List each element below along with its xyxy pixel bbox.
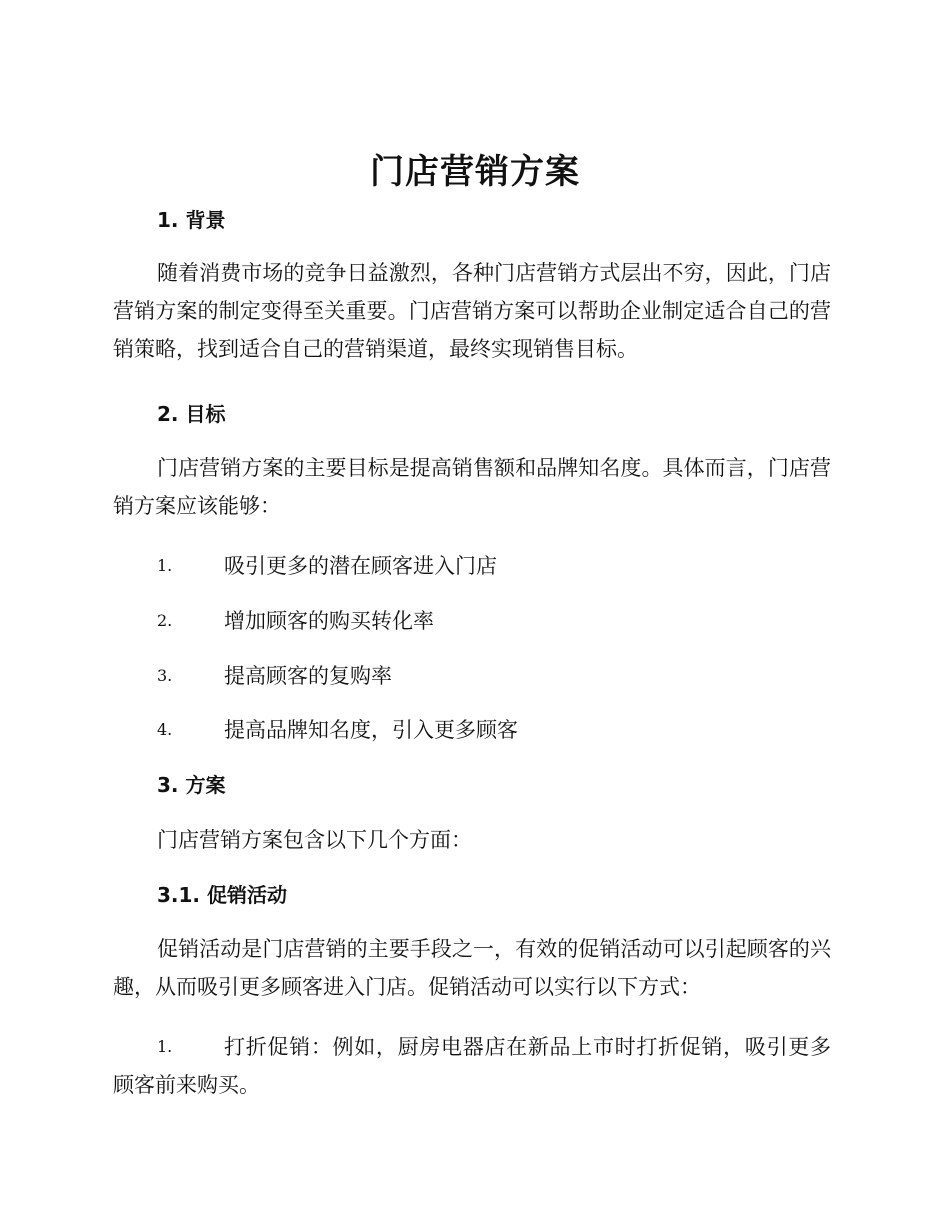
list-item-text: 吸引更多的潜在顾客进入门店: [224, 554, 497, 578]
list-item-number: 3.: [157, 666, 173, 685]
section-heading-goal: 2. 目标: [157, 402, 226, 426]
section-heading-background: 1. 背景: [157, 208, 226, 232]
list-item-number: 4.: [157, 720, 173, 739]
list-item-number: 1.: [157, 556, 173, 575]
plan-intro: 门店营销方案包含以下几个方面：: [157, 828, 472, 852]
list-item-text: 提高顾客的复购率: [224, 664, 392, 688]
list-item-number: 2.: [157, 611, 173, 630]
section-heading-plan: 3. 方案: [157, 773, 226, 797]
page-title: 门店营销方案: [370, 152, 580, 192]
goal-paragraph: 门店营销方案的主要目标是提高销售额和品牌知名度。具体而言，门店营销方案应该能够：: [113, 456, 831, 518]
subsection-heading-promotion: 3.1. 促销活动: [157, 883, 287, 907]
list-item-text: 增加顾客的购买转化率: [224, 609, 434, 633]
list-item-text: 提高品牌知名度，引入更多顾客: [224, 718, 518, 742]
background-paragraph: 随着消费市场的竞争日益激烈，各种门店营销方式层出不穷，因此，门店营销方案的制定变得至关重要。门店营销方案可以帮助企业制定适合自己的营销策略，找到适合自己的营销渠道，最终实现销售目标。: [113, 261, 831, 361]
promotion-paragraph: 促销活动是门店营销的主要手段之一，有效的促销活动可以引起顾客的兴趣，从而吸引更多顾客进入门店。促销活动可以实行以下方式：: [113, 937, 831, 999]
list-item-number: 1.: [157, 1037, 173, 1056]
list-item: [113, 1028, 831, 1104]
list-item-text: 打折促销：例如，厨房电器店在新品上市时打折促销，吸引更多顾客前来购买。: [113, 1035, 831, 1097]
